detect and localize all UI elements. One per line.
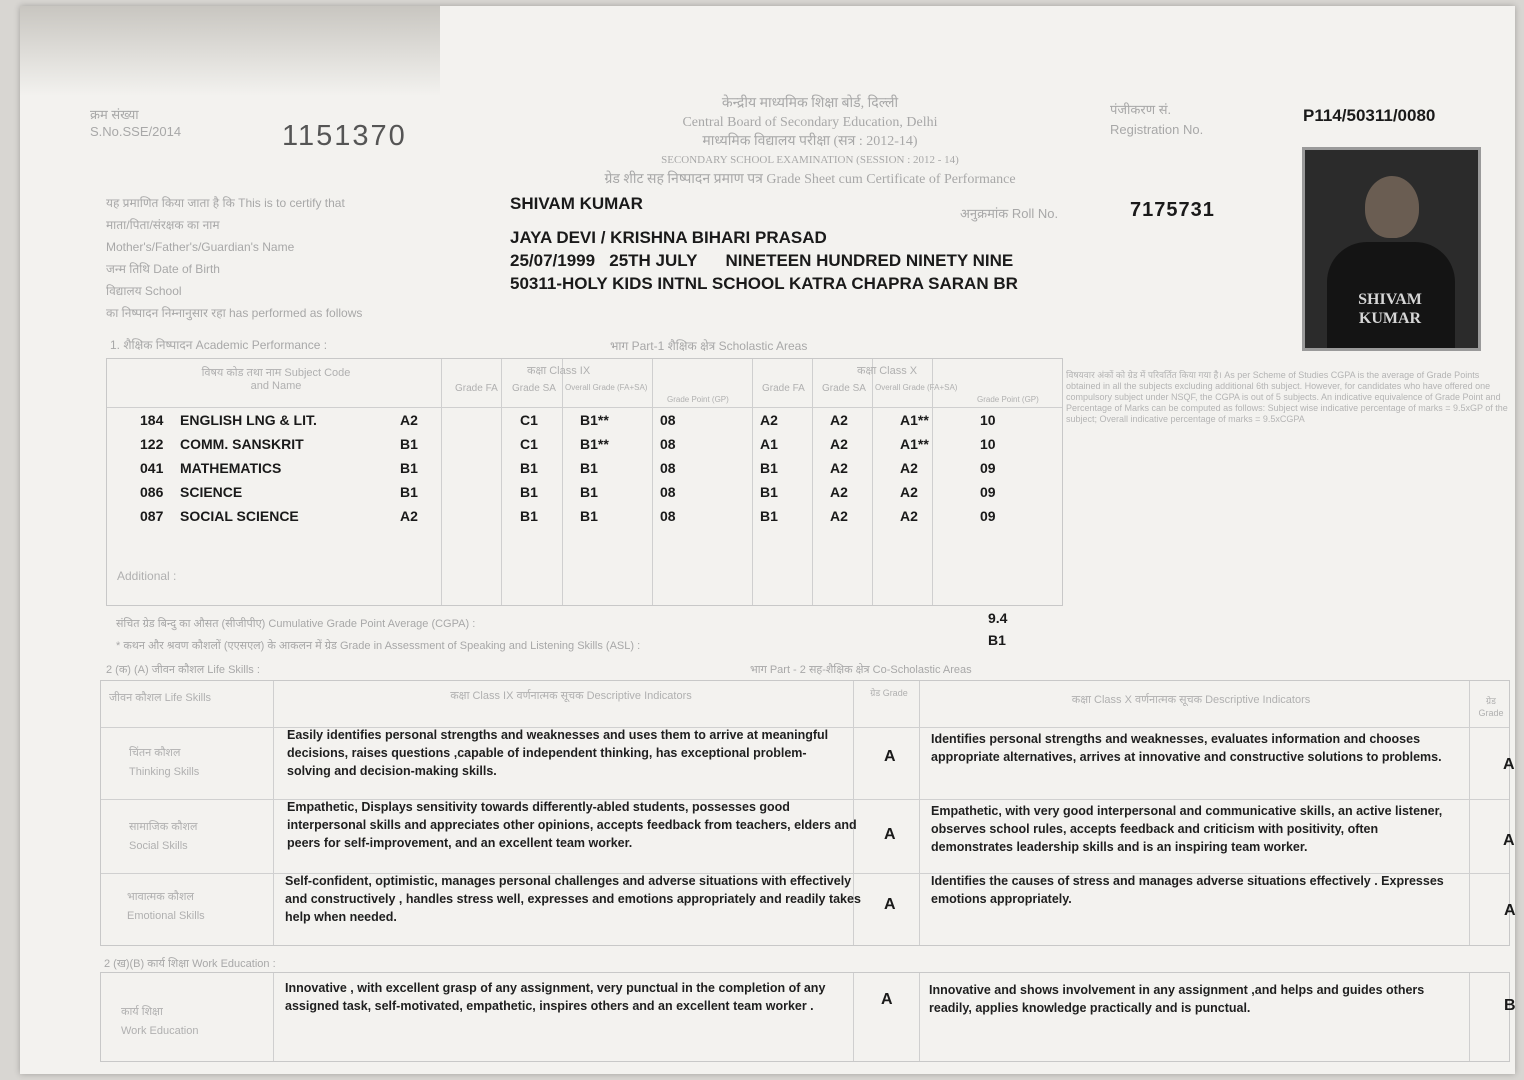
class9-grade: A: [884, 748, 896, 765]
photo-glare: [20, 6, 440, 96]
header-gp-x: Grade Point (GP): [977, 395, 1039, 404]
grid-line: [1469, 973, 1470, 1061]
class10-grade-fa: A1: [760, 436, 778, 452]
serial-label-english: S.No.SSE/2014: [90, 124, 182, 139]
asl-grade: B1: [988, 632, 1006, 648]
registration-label-english: Registration No.: [1110, 122, 1204, 137]
life-skill-row: [101, 727, 1515, 798]
grid-line: [273, 973, 274, 1061]
class10-grade-point: 10: [980, 412, 996, 428]
registration-label-hindi: पंजीकरण सं.: [1110, 102, 1172, 117]
work-ed-class9-indicator: Innovative , with excellent grasp of any assignment, very punctual in the completion of any assigned task, self-motivated, empathetic, inspires others and an excellent team worker .: [285, 981, 826, 1013]
class10-grade-point: 09: [980, 508, 996, 524]
subject-row: [140, 456, 1060, 480]
marks-table: [140, 408, 1060, 528]
class10-indicator: Identifies the causes of stress and manages adverse situations effectively . Expresses emotions appropriately.: [931, 874, 1444, 906]
subject-code: 041: [140, 460, 164, 476]
subject-name: MATHEMATICS: [180, 460, 282, 476]
class9-indicators-header: कक्षा Class IX वर्णनात्मक सूचक Descriptive Indicators: [450, 690, 692, 702]
class9-overall-grade: B1: [580, 460, 598, 476]
header-gp-ix: Grade Point (GP): [667, 395, 729, 404]
header-overall-ix: Overall Grade (FA+SA): [565, 383, 648, 392]
class9-grade-point: 08: [660, 436, 676, 452]
scholastic-part-label: भाग Part-1 शैक्षिक क्षेत्र Scholastic Areas: [610, 339, 808, 353]
board-name-english: Central Board of Secondary Education, Delhi: [682, 115, 938, 130]
class10-indicator: Identifies personal strengths and weaknesses, evaluates information and chooses appropriate alternatives, arrives at innovative and constructive solutions to problems.: [931, 732, 1442, 764]
label-school: विद्यालय School: [106, 284, 182, 298]
class9-grade-point: 08: [660, 484, 676, 500]
class9-indicator: Empathetic, Displays sensitivity towards differently-abled students, possesses good interpersonal skills and appreciates other opinions, accepts feedback from teachers, elders and peers for self-improvement, and an excellent team worker.: [287, 800, 857, 850]
class10-grade-point: 09: [980, 484, 996, 500]
additional-label: Additional :: [117, 569, 177, 583]
academic-section-label: 1. शैक्षिक निष्पादन Academic Performance :: [110, 338, 328, 352]
class10-grade-sa: A2: [830, 412, 848, 428]
work-ed-class10-grade: B: [1504, 997, 1516, 1014]
subject-name: SCIENCE: [180, 484, 243, 500]
candidate-dob: 25/07/1999 25TH JULY NINETEEN HUNDRED NINETY NINE: [510, 251, 1014, 270]
class9-grade-sa: C1: [520, 412, 538, 428]
class9-overall-grade: B1: [580, 508, 598, 524]
skill-name: [129, 744, 199, 782]
serial-number: 1151370: [282, 120, 407, 152]
class9-grade-fa: A2: [400, 508, 418, 524]
work-education-table: [100, 972, 1516, 1062]
class9-grade-fa: B1: [400, 460, 418, 476]
grid-line: [853, 973, 854, 1061]
asl-label: * कथन और श्रवण कौशलों (एएसएल) के आकलन में ग्रेड Grade in Assessment of Speaking and Listening Skills (ASL) :: [116, 640, 641, 652]
class10-grade: A: [1504, 902, 1516, 919]
class10-grade-sa: A2: [830, 460, 848, 476]
registration-label: [1110, 100, 1203, 140]
header-overall-x: Overall Grade (FA+SA): [875, 383, 958, 392]
header-grade-fa-ix: Grade FA: [455, 383, 498, 394]
skill-name-hindi: सामाजिक कौशल: [129, 821, 198, 833]
class9-grade: A: [884, 826, 896, 843]
cgpa-value: 9.4: [988, 610, 1008, 626]
subject-row: [140, 504, 1060, 528]
candidate-name: SHIVAM KUMAR: [510, 194, 643, 213]
class10-overall-grade: A2: [900, 508, 918, 524]
class9-grade-sa: C1: [520, 436, 538, 452]
subject-row: [140, 432, 1060, 456]
board-heading: [560, 94, 1060, 189]
class9-grade: A: [884, 896, 896, 913]
photo-face: [1365, 176, 1419, 238]
candidate-field-labels: [106, 192, 362, 324]
candidate-parents: JAYA DEVI / KRISHNA BIHARI PRASAD: [510, 228, 827, 247]
class10-indicators-header: कक्षा Class X वर्णनात्मक सूचक Descriptive Indicators: [1071, 694, 1311, 706]
class10-overall-grade: A2: [900, 460, 918, 476]
subject-name: COMM. SANSKRIT: [180, 436, 304, 452]
work-ed-class9-grade: A: [881, 991, 893, 1008]
roll-number: 7175731: [1130, 199, 1215, 221]
candidate-photo: [1302, 147, 1481, 351]
class9-header: कक्षा Class IX: [527, 365, 591, 377]
label-parents-hindi: माता/पिता/संरक्षक का नाम: [106, 218, 220, 232]
class10-overall-grade: A2: [900, 484, 918, 500]
subject-code: 184: [140, 412, 164, 428]
life-skills-table: [100, 680, 1516, 946]
co-scholastic-part-label: भाग Part - 2 सह-शैक्षिक क्षेत्र Co-Scholastic Areas: [750, 664, 972, 676]
subject-name: SOCIAL SCIENCE: [180, 508, 299, 524]
class10-grade-point: 09: [980, 460, 996, 476]
class9-grade-point: 08: [660, 460, 676, 476]
work-education-hindi: कार्य शिक्षा: [121, 1006, 163, 1018]
class9-overall-grade: B1: [580, 484, 598, 500]
class9-grade-point: 08: [660, 412, 676, 428]
header-grade-sa-x: Grade SA: [822, 383, 866, 394]
class10-overall-grade: A1**: [900, 412, 929, 428]
class9-overall-grade: B1**: [580, 436, 609, 452]
life-skills-section-label: 2 (क) (A) जीवन कौशल Life Skills :: [106, 664, 260, 676]
class9-grade-sa: B1: [520, 484, 538, 500]
life-skill-row: [101, 799, 1515, 872]
candidate-school: 50311-HOLY KIDS INTNL SCHOOL KATRA CHAPRA SARAN BR: [510, 274, 1018, 293]
serial-label: [90, 106, 181, 140]
board-name-hindi: केन्द्रीय माध्यमिक शिक्षा बोर्ड, दिल्ली: [721, 96, 899, 111]
skill-name-english: Thinking Skills: [129, 766, 200, 778]
skill-name-english: Emotional Skills: [127, 910, 205, 922]
class9-grade-fa: A2: [400, 412, 418, 428]
work-education-english: Work Education: [121, 1025, 199, 1037]
photo-shirt-text: SHIVAM KUMAR: [1358, 291, 1422, 327]
cgpa-label: संचित ग्रेड बिन्दु का औसत (सीजीपीए) Cumulative Grade Point Average (CGPA) :: [116, 618, 476, 630]
class9-indicator: Easily identifies personal strengths and weaknesses and uses them to arrive at meaningful decisions, raises questions ,capable of independent thinking, has exceptional problem- solving and decision-making skills.: [287, 728, 829, 778]
class10-grade-sa: A2: [830, 508, 848, 524]
class10-grade-fa: B1: [760, 508, 778, 524]
class10-grade-fa: B1: [760, 484, 778, 500]
skill-name: [127, 888, 205, 926]
roll-number-label: अनुक्रमांक Roll No.: [960, 206, 1059, 221]
certificate-sheet: [20, 6, 1515, 1074]
subject-header: विषय कोड तथा नाम Subject Code and Name: [201, 367, 351, 392]
life-skills-col-header: जीवन कौशल Life Skills: [109, 692, 212, 704]
class10-grade-header: ग्रेड Grade: [1478, 696, 1504, 718]
subject-name: ENGLISH LNG & LIT.: [180, 412, 317, 428]
class9-grade-sa: B1: [520, 460, 538, 476]
subject-row: [140, 480, 1060, 504]
skill-name-hindi: चिंतन कौशल: [129, 747, 181, 759]
header-grade-sa-ix: Grade SA: [512, 383, 556, 394]
exam-name-english: SECONDARY SCHOOL EXAMINATION (SESSION : 2012 - 14): [661, 154, 959, 166]
class9-overall-grade: B1**: [580, 412, 609, 428]
candidate-details: [510, 192, 1018, 295]
class9-grade-fa: B1: [400, 484, 418, 500]
subject-code: 087: [140, 508, 164, 524]
certificate-title: ग्रेड शीट सह निष्पादन प्रमाण पत्र Grade Sheet cum Certificate of Performance: [604, 172, 1016, 187]
class10-grade: A: [1503, 756, 1515, 773]
class9-grade-point: 08: [660, 508, 676, 524]
grid-line: [919, 973, 920, 1061]
label-parents-english: Mother's/Father's/Guardian's Name: [106, 240, 295, 254]
serial-label-hindi: क्रम संख्या: [90, 107, 139, 122]
registration-number: P114/50311/0080: [1303, 106, 1436, 125]
skill-name-hindi: भावात्मक कौशल: [127, 891, 194, 903]
label-certify: यह प्रमाणित किया जाता है कि This is to certify that: [106, 196, 345, 210]
life-skill-row: [101, 873, 1516, 946]
class10-grade-fa: B1: [760, 460, 778, 476]
skill-name: [129, 818, 197, 856]
class10-grade-sa: A2: [830, 484, 848, 500]
work-education-label: [121, 1003, 198, 1041]
cgpa-values: [988, 607, 1007, 651]
class10-grade-fa: A2: [760, 412, 778, 428]
class9-grade-header: ग्रेड Grade: [870, 688, 908, 698]
subject-code: 086: [140, 484, 164, 500]
work-ed-class10-indicator: Innovative and shows involvement in any assignment ,and helps and guides others readily, applies knowledge practically and is punctual.: [929, 983, 1425, 1015]
label-dob: जन्म तिथि Date of Birth: [106, 262, 220, 276]
grading-notes: विषयवार अंकों को ग्रेड में परिवर्तित किया गया है। As per Scheme of Studies CGPA is the average of Grade Points obtained in all the subjects excluding additional 6th subject. However, for candidates who have offered one compulsory subject under NSQF, the CGPA is out of 5 subjects. An indicative equivalence of Grade Point and Percentage of Marks can be computed as follows: Subject wise indicative percentage of marks = 9.5xGP of the subject; Overall indicative percentage of marks = 9.5xCGPA: [1066, 370, 1508, 424]
header-grade-fa-x: Grade FA: [762, 383, 805, 394]
class10-overall-grade: A1**: [900, 436, 929, 452]
class10-header: कक्षा Class X: [857, 365, 918, 377]
class10-grade-point: 10: [980, 436, 996, 452]
exam-name-hindi: माध्यमिक विद्यालय परीक्षा (सत्र : 2012-14): [702, 134, 918, 149]
subject-code: 122: [140, 436, 164, 452]
label-performed: का निष्पादन निम्नानुसार रहा has performed as follows: [106, 306, 363, 320]
class9-grade-sa: B1: [520, 508, 538, 524]
class10-indicator: Empathetic, with very good interpersonal and communicative skills, an active listener, observes school rules, accepts feedback and criticism with positivity, often demonstrates leadership skills and is an inspiring team worker.: [931, 804, 1443, 854]
class10-grade-sa: A2: [830, 436, 848, 452]
subject-row: [140, 408, 1060, 432]
class10-grade: A: [1503, 832, 1515, 849]
work-education-section-label: 2 (ख)(B) कार्य शिक्षा Work Education :: [104, 958, 276, 970]
cgpa-labels: [116, 613, 640, 657]
skill-name-english: Social Skills: [129, 840, 188, 852]
class9-grade-fa: B1: [400, 436, 418, 452]
class9-indicator: Self-confident, optimistic, manages personal challenges and adverse situations with effectively and constructively , handles stress well, expresses and emotions appropriately and readily takes help when needed.: [285, 874, 861, 924]
